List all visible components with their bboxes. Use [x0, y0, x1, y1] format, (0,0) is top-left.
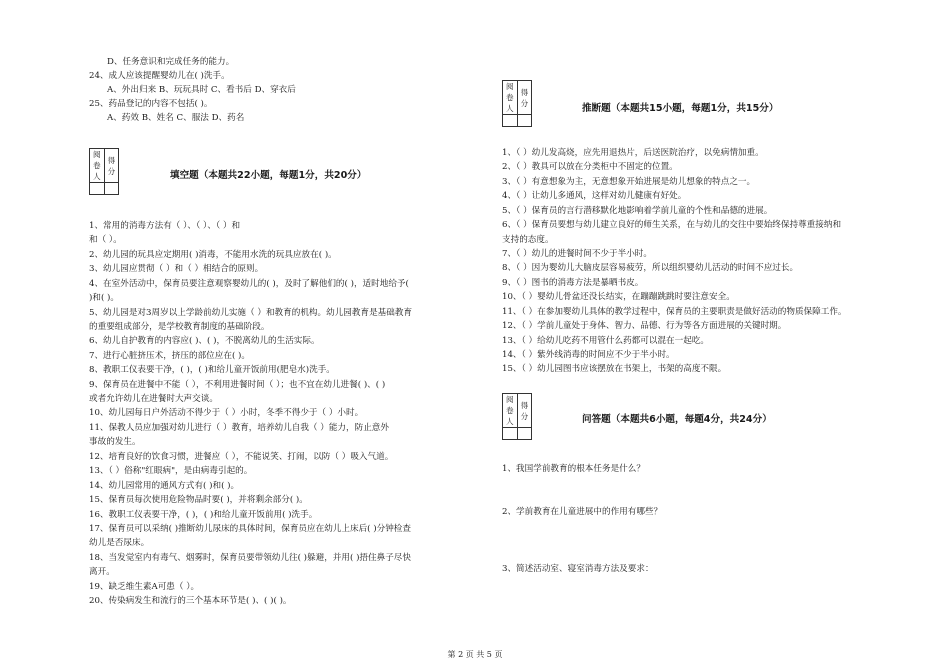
score-cell — [517, 428, 532, 440]
judge-line: 2、（ ）教具可以放在分类柜中不固定的位置。 — [502, 162, 678, 172]
judge-line: 4、（ ）让幼儿多通风，这样对幼儿健康有好处。 — [502, 191, 687, 201]
fill-line: 9、保育员在进餐中不能（ ），不利用进餐时间（ ）；也不宜在幼儿进餐( )、( ) — [89, 380, 386, 390]
judge-line: 支持的态度。 — [502, 235, 554, 245]
score-label: 得分 — [104, 149, 119, 183]
fill-line: 15、保育员每次使用危险物品时要( )，并将剩余部分( )。 — [89, 495, 308, 505]
fill-line: 14、幼儿园常用的通风方式有( )和( )。 — [89, 481, 240, 491]
judge-line: 3、（ ）有意想象为主，无意想象开始进展是幼儿想象的特点之一。 — [502, 177, 756, 187]
judge-line: 6、（ ）保育员要想与幼儿建立良好的师生关系，在与幼儿的交往中要始终保持尊重接纳和 — [502, 220, 842, 230]
option-line: A、外出归来 B、玩玩具时 C、看书后 D、穿衣后 — [107, 85, 296, 95]
reviewer-label: 阅卷人 — [503, 81, 518, 115]
fill-line: 17、保育员可以采纳( )推断幼儿尿床的具体时间，保育员应在幼儿上床后( )分钟检查 — [89, 524, 411, 534]
fill-line: 5、幼儿园是对3周岁以上学龄前幼儿实施（ ）和教育的机构。幼儿园教育是基础教育 — [89, 308, 413, 318]
judge-line: 12、（ ）学前儿童处于身体、智力、品德、行为等各方面进展的关键时期。 — [502, 321, 787, 331]
score-box-fill — [89, 148, 119, 195]
fill-line: 7、进行心脏挤压术，挤压的部位应在( )。 — [89, 351, 250, 361]
judge-section-title: 推断题（本题共15小题，每题1分，共15分） — [582, 103, 779, 114]
fill-line: 4、在室外活动中，保育员要注意观察婴幼儿的( )，及时了解他们的( )，适时地给予( — [89, 279, 409, 289]
reviewer-cell — [503, 428, 518, 440]
fill-line: 2、幼儿园的玩具应定期用( )消毒，不能用水洗的玩具应放在( )。 — [89, 250, 337, 260]
fill-line: 事故的发生。 — [89, 437, 141, 447]
qa-line: 1、我国学前教育的根本任务是什么？ — [502, 464, 645, 474]
score-label: 得分 — [517, 394, 532, 428]
qa-line: 2、学前教育在儿童进展中的作用有哪些？ — [502, 507, 663, 517]
reviewer-label: 阅卷人 — [503, 394, 518, 428]
judge-line: 13、（ ）给幼儿吃药不用管什么药都可以混在一起吃。 — [502, 336, 710, 346]
reviewer-cell — [503, 115, 518, 127]
score-box-qa — [502, 393, 532, 440]
fill-line: 12、培育良好的饮食习惯，进餐应（ ），不能说笑、打闹，以防（ ）吸入气道。 — [89, 452, 394, 462]
fill-line: 6、幼儿自护教育的内容应( )、( )，不脱离幼儿的生活实际。 — [89, 336, 320, 346]
qa-section-title: 问答题（本题共6小题，每题4分，共24分） — [582, 414, 772, 425]
fill-line: 19、缺乏维生素A可患（ ）。 — [89, 582, 200, 592]
judge-line: 10、（ ）婴幼儿骨盆还没长结实，在蹦蹦跳跳时要注意安全。 — [502, 292, 735, 302]
judge-line: 1、（ ）幼儿发高烧，应先用退热片，后送医院治疗，以免病情加重。 — [502, 148, 764, 158]
page-footer: 第 2 页 共 5 页 — [447, 650, 503, 659]
fill-line: 的重要组成部分，是学校教育制度的基础阶段。 — [89, 322, 270, 332]
fill-section-title: 填空题（本题共22小题，每题1分，共20分） — [170, 170, 367, 181]
fill-line: 幼儿是否尿床。 — [89, 538, 150, 548]
judge-line: 14、（ ）紫外线消毒的时间应不少于半小时。 — [502, 350, 675, 360]
judge-line: 5、（ ）保育员的言行潜移默化地影响着学前儿童的个性和品德的进展。 — [502, 206, 773, 216]
fill-line: 13、（ ）俗称"红眼病"，是由病毒引起的。 — [89, 466, 253, 476]
fill-line: )和( )。 — [89, 293, 119, 303]
score-cell — [104, 183, 119, 195]
score-box-judge — [502, 80, 532, 127]
score-cell — [517, 115, 532, 127]
fill-line: 11、保教人员应加强对幼儿进行（ ）教育，培养幼儿自我（ ）能力，防止意外 — [89, 423, 389, 433]
reviewer-cell — [90, 183, 105, 195]
option-line: A、药效 B、姓名 C、服法 D、药名 — [107, 113, 245, 123]
judge-line: 11、（ ）在参加婴幼儿具体的教学过程中，保育员的主要职责是做好活动的物质保障工作。 — [502, 307, 847, 317]
fill-line: 8、教职工仪表要干净，( )，( )和给儿童开饭前用(肥皂水)洗手。 — [89, 365, 335, 375]
fill-line: 18、当发觉室内有毒气、烟雾时，保育员要带领幼儿往( )躲避，并用( )捂住鼻子尽快 — [89, 553, 411, 563]
fill-line: 16、教职工仪表要干净，( )，( )和给儿童开饭前用( )洗手。 — [89, 510, 318, 520]
judge-line: 9、（ ）图书的消毒方法是暴晒书皮。 — [502, 278, 644, 288]
qa-line: 3、简述活动室、寝室消毒方法及要求： — [502, 564, 654, 574]
question-line: 24、成人应该提醒婴幼儿在( )洗手。 — [89, 71, 230, 81]
score-label: 得分 — [517, 81, 532, 115]
question-line: 25、药品登记的内容不包括( )。 — [89, 99, 213, 109]
judge-line: 7、（ ）幼儿的进餐时间不少于半小时。 — [502, 249, 652, 259]
judge-line: 8、（ ）因为婴幼儿大脑皮层容易疲劳，所以组织婴幼儿活动的时间不应过长。 — [502, 263, 799, 273]
fill-line: 1、常用的消毒方法有（ ）、（ ）、（ ）和 — [89, 221, 241, 231]
fill-line: 和（ ）。 — [89, 235, 122, 245]
fill-line: 20、传染病发生和流行的三个基本环节是( )、( )( )。 — [89, 596, 292, 606]
fill-line: 10、幼儿园每日户外活动不得少于（ ）小时，冬季不得少于（ ）小时。 — [89, 408, 364, 418]
fill-line: 离开。 — [89, 567, 115, 577]
fill-line: 或者允许幼儿在进餐时大声交谈。 — [89, 394, 218, 404]
fill-line: 3、幼儿园应贯彻（ ）和（ ）相结合的原则。 — [89, 264, 264, 274]
judge-line: 15、（ ）幼儿园图书应该摆放在书架上，书架的高度不限。 — [502, 364, 727, 374]
reviewer-label: 阅卷人 — [90, 149, 105, 183]
option-line: D、任务意识和完成任务的能力。 — [107, 57, 235, 67]
